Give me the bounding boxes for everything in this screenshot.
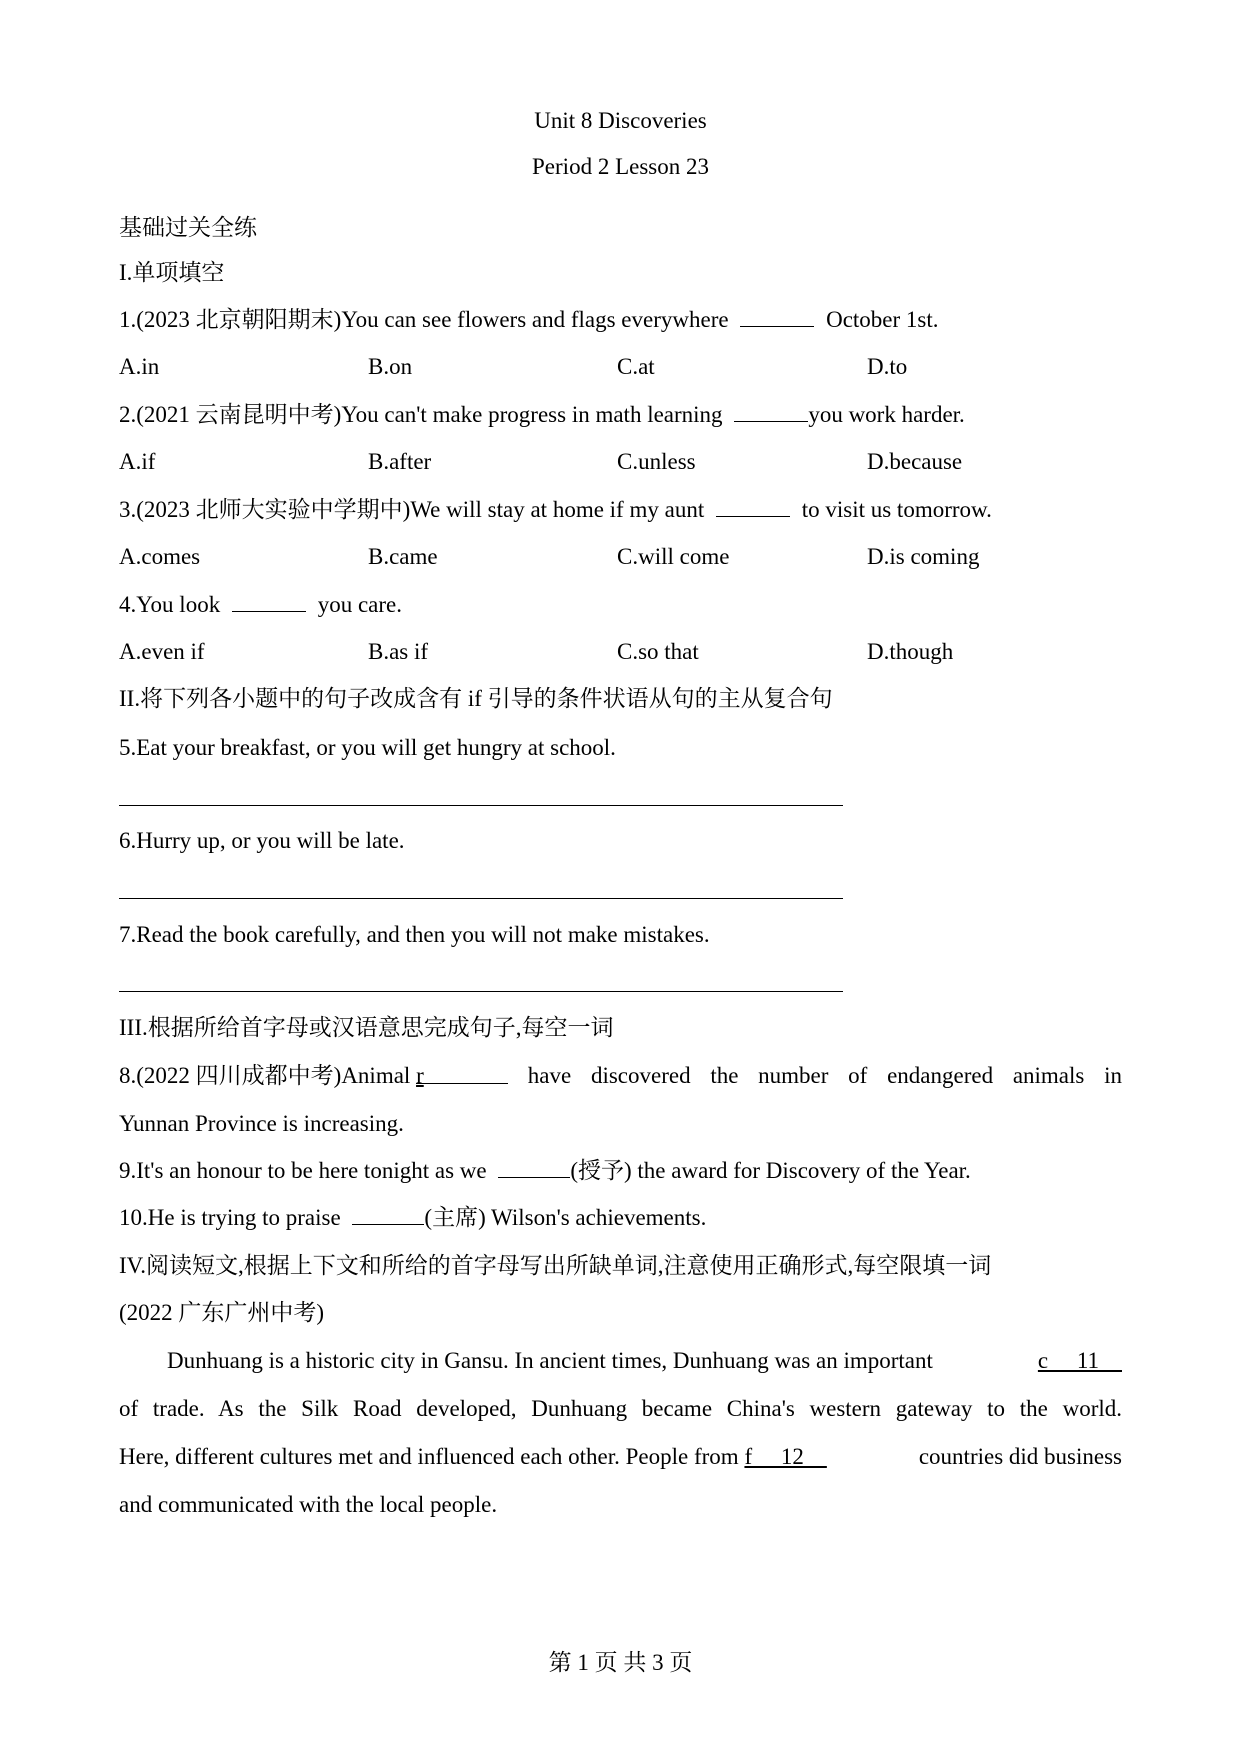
part4-heading: IV.阅读短文,根据上下文和所给的首字母写出所缺单词,注意使用正确形式,每空限填一词	[119, 1253, 992, 1278]
q8-initial-letter: r	[416, 1063, 424, 1088]
question-2	[119, 400, 965, 430]
q2-text-before: 2.(2021 云南昆明中考)You can't make progress in math learning	[119, 402, 723, 427]
q3-text-before: 3.(2023 北师大实验中学期中)We will stay at home if my aunt	[119, 497, 705, 522]
q3-option-c[interactable]: C.will come	[617, 544, 730, 569]
q5-answer-line[interactable]	[119, 805, 843, 806]
q3-blank[interactable]	[716, 496, 790, 517]
q8-prefix: 8.(2022 四川成都中考)Animal	[119, 1063, 411, 1088]
q9-blank[interactable]	[498, 1157, 570, 1178]
passage-line4: and communicated with the local people.	[119, 1492, 498, 1517]
q8-word: animals	[1012, 1063, 1085, 1088]
q8-word: the	[710, 1063, 739, 1088]
q4-text-before: 4.You look	[119, 592, 221, 617]
q1-blank[interactable]	[740, 306, 814, 327]
question-3	[119, 495, 992, 525]
q8-word: number	[758, 1063, 829, 1088]
blank-11[interactable]: c 11	[1037, 1348, 1122, 1373]
q2-option-a[interactable]: A.if	[119, 449, 156, 474]
q4-option-d[interactable]: D.though	[867, 639, 954, 664]
question-4	[119, 590, 402, 620]
q1-option-c[interactable]: C.at	[617, 354, 655, 379]
q4-option-b[interactable]: B.as if	[368, 639, 429, 664]
part1-heading: I.单项填空	[119, 260, 225, 285]
q8-word: endangered	[887, 1063, 994, 1088]
blank-12[interactable]: f 12	[744, 1444, 827, 1469]
q3-option-d[interactable]: D.is coming	[867, 544, 980, 569]
question-8	[119, 1061, 1122, 1139]
q6-answer-line[interactable]	[119, 898, 843, 899]
q8-prefix-group	[119, 1061, 508, 1091]
q8-line2: Yunnan Province is increasing.	[119, 1111, 404, 1136]
q1-text-before: 1.(2023 北京朝阳期末)You can see flowers and flags everywhere	[119, 307, 729, 332]
q3-option-a[interactable]: A.comes	[119, 544, 201, 569]
q8-word: in	[1104, 1063, 1122, 1088]
question-9	[119, 1156, 971, 1186]
question-6: 6.Hurry up, or you will be late.	[119, 828, 405, 853]
q10-text-before: 10.He is trying to praise	[119, 1205, 341, 1230]
q2-text-after: you work harder.	[808, 402, 965, 427]
section-label: 基础过关全练	[119, 215, 257, 240]
q2-option-c[interactable]: C.unless	[617, 449, 696, 474]
q8-word: of	[848, 1063, 868, 1088]
q1-option-b[interactable]: B.on	[368, 354, 413, 379]
q4-options	[119, 637, 1119, 667]
q8-word: have	[527, 1063, 572, 1088]
q4-blank[interactable]	[232, 591, 306, 612]
passage-line3-end: countries did business	[918, 1444, 1122, 1469]
q1-option-a[interactable]: A.in	[119, 354, 160, 379]
part3-heading: III.根据所给首字母或汉语意思完成句子,每空一词	[119, 1015, 614, 1040]
q8-blank[interactable]	[416, 1061, 508, 1088]
part4-source: (2022 广东广州中考)	[119, 1300, 325, 1325]
reading-passage	[119, 1346, 1122, 1520]
q9-text-after: (授予) the award for Discovery of the Year.	[570, 1158, 971, 1183]
question-5: 5.Eat your breakfast, or you will get hungry at school.	[119, 735, 616, 760]
passage-line3	[119, 1442, 1122, 1472]
q1-text-after: October 1st.	[826, 307, 939, 332]
q4-option-a[interactable]: A.even if	[119, 639, 205, 664]
q8-line1	[119, 1061, 1122, 1091]
q2-option-b[interactable]: B.after	[368, 449, 432, 474]
passage-line1-text: Dunhuang is a historic city in Gansu. In ancient times, Dunhuang was an important	[167, 1348, 933, 1373]
q10-blank[interactable]	[352, 1204, 424, 1225]
q2-option-d[interactable]: D.because	[867, 449, 963, 474]
q3-option-b[interactable]: B.came	[368, 544, 438, 569]
q2-options	[119, 447, 1119, 477]
q4-text-after: you care.	[317, 592, 402, 617]
page-title: Unit 8 Discoveries	[534, 108, 707, 133]
q1-options	[119, 352, 1119, 382]
question-10	[119, 1203, 706, 1233]
q1-option-d[interactable]: D.to	[867, 354, 908, 379]
question-7: 7.Read the book carefully, and then you will not make mistakes.	[119, 922, 710, 947]
page-subtitle: Period 2 Lesson 23	[532, 154, 709, 179]
page-footer: 第 1 页 共 3 页	[548, 1650, 693, 1675]
passage-line3-start	[119, 1442, 827, 1472]
q3-options	[119, 542, 1119, 572]
q7-answer-line[interactable]	[119, 991, 843, 992]
q3-text-after: to visit us tomorrow.	[801, 497, 992, 522]
question-1	[119, 305, 939, 335]
q4-option-c[interactable]: C.so that	[617, 639, 699, 664]
q10-text-after: (主席) Wilson's achievements.	[424, 1205, 707, 1230]
passage-line2: of trade. As the Silk Road developed, Dunhuang became China's western gateway to the world.	[119, 1396, 1122, 1421]
q2-blank[interactable]	[734, 401, 808, 422]
q9-text-before: 9.It's an honour to be here tonight as we	[119, 1158, 487, 1183]
part2-heading: II.将下列各小题中的句子改成含有 if 引导的条件状语从句的主从复合句	[119, 686, 833, 711]
passage-line1	[119, 1346, 1122, 1376]
q8-word: discovered	[590, 1063, 691, 1088]
passage-line3-text: Here, different cultures met and influenced each other. People from	[119, 1444, 739, 1469]
